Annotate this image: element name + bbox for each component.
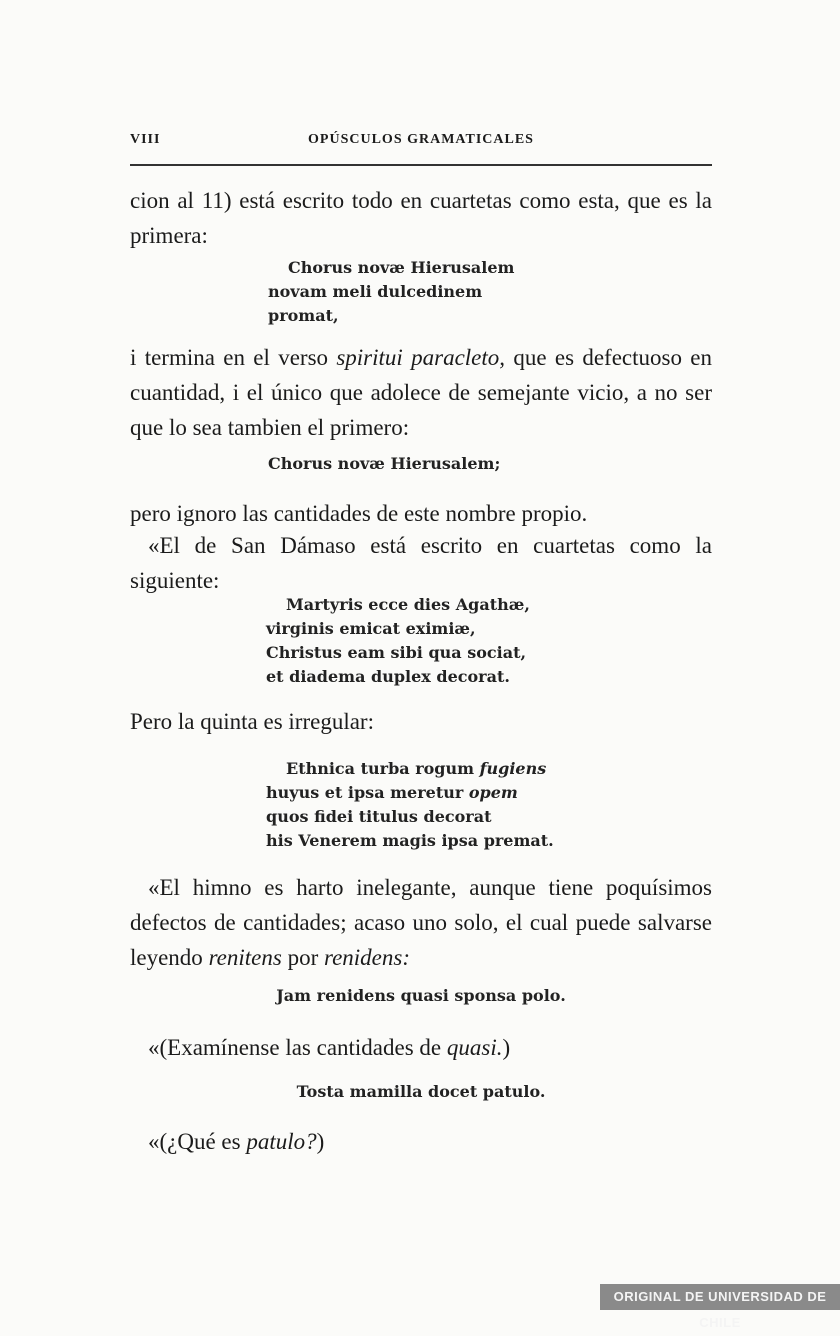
paragraph-8: [130, 1124, 712, 1159]
paragraph-6: [130, 870, 712, 975]
p8-text: «(¿Qué es: [148, 1129, 247, 1154]
paragraph-5: Pero la quinta es irregular:: [130, 709, 374, 734]
p7-end: ): [502, 1035, 511, 1060]
verse-line: Chorus novæ Hierusalem;: [268, 454, 501, 473]
verse-line: virginis emicat eximiæ,: [266, 619, 476, 638]
p2-text-before: i termina en el verso: [130, 345, 337, 370]
verse-line: Chorus novæ Hierusalem: [288, 258, 515, 277]
verse-line: his Venerem magis ipsa premat.: [266, 831, 554, 850]
p6-italic-2: renidens:: [323, 945, 410, 970]
verse-line: Christus eam sibi qua sociat,: [266, 643, 527, 662]
running-header: [130, 132, 712, 152]
page-number: VIII: [130, 132, 161, 147]
verse-block-2: [268, 452, 500, 476]
p6-text: «El himno es harto inelegante, aunque tiene poquísimos defectos de cantidades; acaso uno solo, el cual puede salvarse leyendo: [130, 875, 712, 970]
p6-italic-1: renitens: [208, 945, 282, 970]
header-rule: [130, 164, 712, 166]
p6-mid: por: [281, 945, 324, 970]
verse-block-1: [268, 256, 514, 328]
verse-line: et diadema duplex decorat.: [266, 667, 510, 686]
paragraph-1: cion al 11) está escrito todo en cuartetas como esta, que es la primera:: [130, 188, 712, 248]
p7-italic: quasi.: [446, 1035, 503, 1060]
verse-text: huyus et ipsa meretur: [266, 783, 469, 802]
paragraph-2: [130, 340, 712, 445]
verse-line-6: Tosta mamilla docet patulo.: [296, 1082, 546, 1101]
p7-text: «(Examínense las cantidades de: [148, 1035, 447, 1060]
paragraph-3: pero ignoro las cantidades de este nombre propio.: [130, 501, 588, 526]
running-title: OPÚSCULOS GRAMATICALES: [308, 132, 534, 147]
verse-italic: fugiens: [479, 759, 547, 778]
library-watermark: ORIGINAL DE UNIVERSIDAD DE CHILE: [600, 1284, 840, 1310]
verse-line: novam meli dulcedinem: [268, 282, 483, 301]
p2-italic: spiritui paracleto,: [336, 345, 506, 370]
verse-text: Ethnica turba rogum: [286, 759, 480, 778]
paragraph-4: «El de San Dámaso está escrito en cuartetas como la siguiente:: [130, 533, 712, 593]
verse-line: [266, 757, 554, 781]
verse-line: Martyris ecce dies Agathæ,: [286, 595, 530, 614]
p8-end: ): [316, 1129, 325, 1154]
verse-block-4: [266, 757, 554, 853]
verse-line: promat,: [268, 306, 339, 325]
verse-italic: opem: [468, 783, 518, 802]
verse-line: quos fidei titulus decorat: [266, 807, 492, 826]
verse-line: [266, 781, 554, 805]
verse-line-5: Jam renidens quasi sponsa polo.: [276, 986, 566, 1005]
p8-italic: patulo?: [246, 1129, 317, 1154]
paragraph-7: [130, 1030, 712, 1065]
verse-block-3: [266, 593, 530, 689]
p2-text-after: que es defectuoso en cuantidad, i el único que adolece de semejante vicio, a no ser que lo sea tambien el primero:: [130, 345, 712, 440]
